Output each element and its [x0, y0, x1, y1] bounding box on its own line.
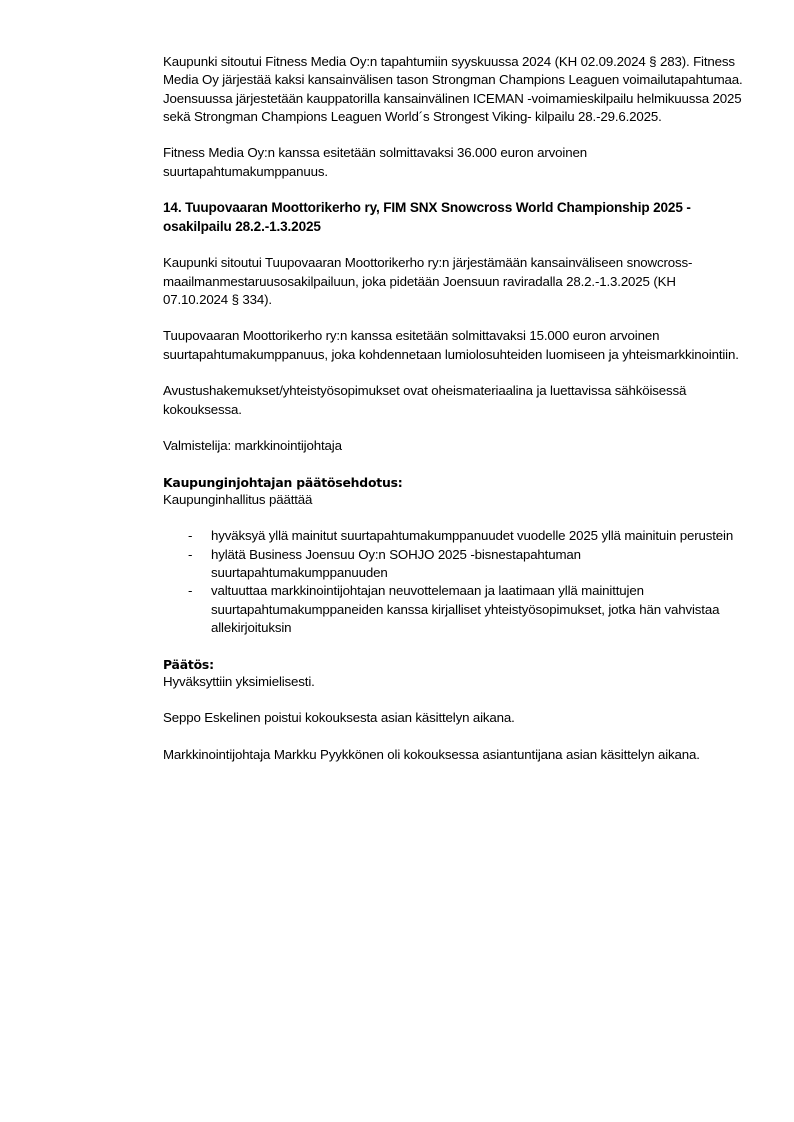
spacer	[163, 181, 743, 199]
spacer	[163, 309, 743, 327]
spacer	[163, 637, 743, 655]
proposal-item	[163, 527, 743, 545]
spacer	[163, 364, 743, 382]
spacer	[163, 236, 743, 254]
dash-bullet: -	[188, 528, 193, 544]
document-page	[163, 53, 743, 764]
proposal-item-text: hyväksyä yllä mainitut suurtapahtumakumppanuudet vuodelle 2025 yllä mainituin perustein	[211, 528, 734, 544]
spacer	[163, 456, 743, 474]
section-14-paragraph-2: Tuupovaaran Moottorikerho ry:n kanssa esitetään solmittavaksi 15.000 euron arvoinen suurtapahtumakumppanuus, joka kohdennetaan lumiolosuhteiden luomiseen ja yhteismarkkinointiin.	[163, 328, 739, 362]
proposal-item-text: hylätä Business Joensuu Oy:n SOHJO 2025 -bisnestapahtuman suurtapahtumakumppanuuden	[211, 546, 581, 581]
spacer	[163, 727, 743, 745]
proposal-intro: Kaupunginhallitus päättää	[163, 491, 313, 507]
proposal-label: Kaupunginjohtajan päätösehdotus:	[163, 474, 403, 490]
dash-bullet: -	[188, 546, 193, 562]
proposal-item	[163, 546, 743, 583]
dash-bullet: -	[188, 583, 193, 599]
attachments-note: Avustushakemukset/yhteistyösopimukset ovat oheismateriaalina ja luettavissa sähköisessä kokouksessa.	[163, 383, 687, 417]
preparer-note: Valmistelija: markkinointijohtaja	[163, 438, 342, 454]
decision-label: Päätös:	[163, 656, 214, 672]
decision-note-1: Seppo Eskelinen poistui kokouksesta asian käsittelyn aikana.	[163, 710, 515, 726]
spacer	[163, 419, 743, 437]
decision-text: Hyväksyttiin yksimielisesti.	[163, 673, 315, 689]
intro-paragraph-1: Kaupunki sitoutui Fitness Media Oy:n tapahtumiin syyskuussa 2024 (KH 02.09.2024 § 283). Fitness Media Oy järjestää kaksi kansainvälisen tason Strongman Champions Leaguen voimailutapahtumaa. Joensuussa järjestetään kauppatorilla kansainvälinen ICEMAN -voimamieskilpailu helmikuussa 2025 sekä Strongman Champions Leaguen World´s Strongest Viking- kilpailu 28.-29.6.2025.	[163, 54, 743, 124]
section-14-paragraph-1: Kaupunki sitoutui Tuupovaaran Moottorikerho ry:n järjestämään kansainväliseen snowcross-maailmanmestaruusosakilpailuun, joka pidetään Joensuun raviradalla 28.2.-1.3.2025 (KH 07.10.2024 § 334).	[163, 255, 693, 307]
spacer	[163, 126, 743, 144]
spacer	[163, 691, 743, 709]
proposal-item	[163, 582, 743, 637]
decision-note-2: Markkinointijohtaja Markku Pyykkönen oli kokouksessa asiantuntijana asian käsittelyn aikana.	[163, 746, 700, 762]
section-14-heading: 14. Tuupovaaran Moottorikerho ry, FIM SNX Snowcross World Championship 2025 -osakilpailu 28.2.-1.3.2025	[163, 200, 691, 234]
spacer	[163, 509, 743, 527]
intro-paragraph-2: Fitness Media Oy:n kanssa esitetään solmittavaksi 36.000 euron arvoinen suurtapahtumakumppanuus.	[163, 145, 587, 179]
proposal-list	[163, 527, 743, 637]
proposal-item-text: valtuuttaa markkinointijohtajan neuvottelemaan ja laatimaan yllä mainittujen suurtapahtumakumppaneiden kanssa kirjalliset yhteistyösopimukset, jotka hän vahvistaa allekirjoituksin	[211, 583, 720, 635]
